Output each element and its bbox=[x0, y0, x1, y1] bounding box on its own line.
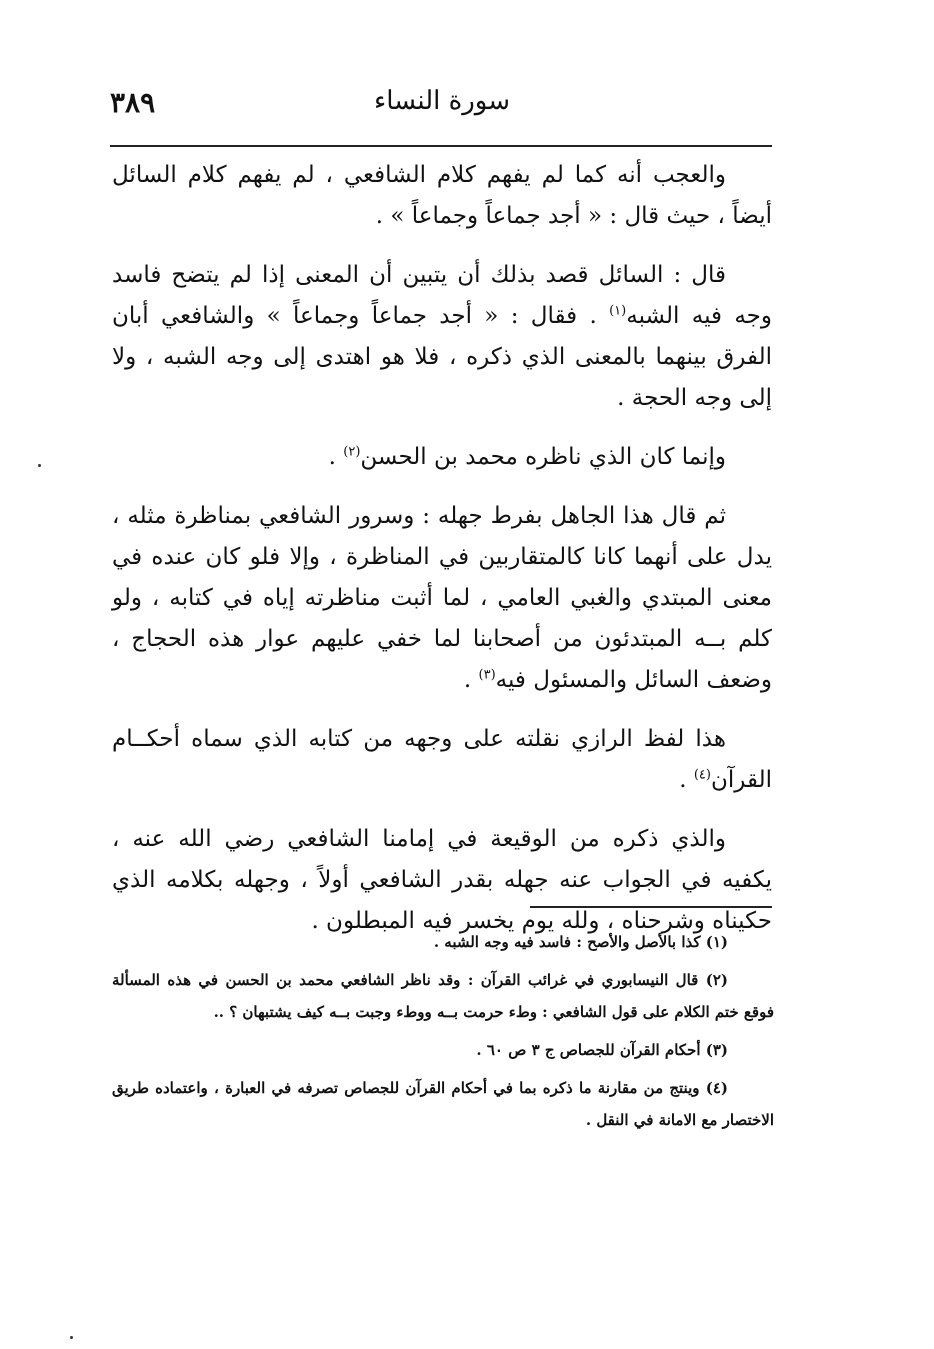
footnote: (١) كذا بالأصل والأصح : فاسد فيه وجه الشبه . bbox=[433, 933, 728, 951]
paragraph-text: والعجب أنه كما لم يفهم كلام الشافعي ، لم يفهم كلام السائل أيضاً ، حيث قال : « أجد جماعاً وجماعاً » . bbox=[112, 162, 772, 229]
footnote: (٣) أحكام القرآن للجصاص ج ٣ ص ٦٠ . bbox=[476, 1041, 728, 1059]
paragraph bbox=[112, 719, 772, 801]
paragraph-text: . فقال : « أجد جماعاً وجماعاً » والشافعي أبان الفرق بينهما بالمعنى الذي ذكره ، فلا هو اهتدى إلى وجه الشبه ، ولا إلى وجه الحجة . bbox=[112, 303, 772, 411]
footnotes bbox=[112, 926, 774, 1142]
paragraph-text: والذي ذكره من الوقيعة في إمامنا الشافعي رضي الله عنه ، يكفيه في الجواب عنه جهله بقدر الشافعي أولاً ، وجهله بكلامه الذي حكيناه وشرحناه ، ولله يوم يخسر فيه المبطلون . bbox=[112, 826, 772, 934]
scan-speck bbox=[38, 464, 41, 467]
paragraph bbox=[112, 255, 772, 419]
running-head bbox=[110, 86, 774, 126]
footnote-mark: (٢) bbox=[343, 444, 361, 460]
paragraph-text: هذا لفظ الرازي نقلته على وجهه من كتابه الذي سماه أحكــام القرآن bbox=[112, 726, 772, 793]
paragraph-text: قال : السائل قصد بذلك أن يتبين أن المعنى إذا لم يتضح فاسد وجه فيه الشبه bbox=[112, 262, 772, 329]
period: . bbox=[328, 444, 336, 470]
footnote-mark: (٤) bbox=[693, 767, 711, 783]
paragraph bbox=[112, 496, 772, 701]
footnote: (٢) قال النيسابوري في غرائب القرآن : وقد ناظر الشافعي محمد بن الحسن في هذه المسألة فوقع ختم الكلام على قول الشافعي : وطء حرمت بــه ووطء وجبت بــه كيف يشتبهان ؟ .. bbox=[112, 971, 774, 1021]
paragraph-text: وإنما كان الذي ناظره محمد بن الحسن bbox=[360, 444, 726, 470]
footnote: (٤) وينتج من مقارنة ما ذكره بما في أحكام القرآن للجصاص تصرفه في العبارة ، واعتماده طريق الاختصار مع الامانة في النقل . bbox=[112, 1079, 774, 1129]
paragraph bbox=[112, 155, 772, 237]
paragraph bbox=[112, 437, 772, 478]
main-text bbox=[112, 155, 772, 960]
period: . bbox=[463, 667, 472, 693]
header-rule bbox=[110, 145, 772, 147]
scan-speck bbox=[70, 1336, 73, 1339]
paragraph bbox=[112, 819, 772, 942]
period: . bbox=[679, 767, 687, 793]
footnote-mark: (١) bbox=[609, 303, 627, 319]
footnote-rule bbox=[530, 906, 772, 908]
surah-title: سورة النساء bbox=[374, 86, 510, 116]
footnote-mark: (٣) bbox=[478, 667, 496, 683]
paragraph-text: ثم قال هذا الجاهل بفرط جهله : وسرور الشافعي بمناظرة مثله ، يدل على أنهما كانا كالمتقاربين في المناظرة ، وإلا فلو كان عنده في معنى المبتدي والغبي العامي ، لما أثبت مناظرته إياه في كتابه ، ولو كلم بــه المبتدئون من أصحابنا لما خفي عليهم عوار هذه الحجاج ، وضعف السائل والمسئول فيه bbox=[112, 503, 772, 693]
page-number: ٣٨٩ bbox=[110, 86, 156, 119]
